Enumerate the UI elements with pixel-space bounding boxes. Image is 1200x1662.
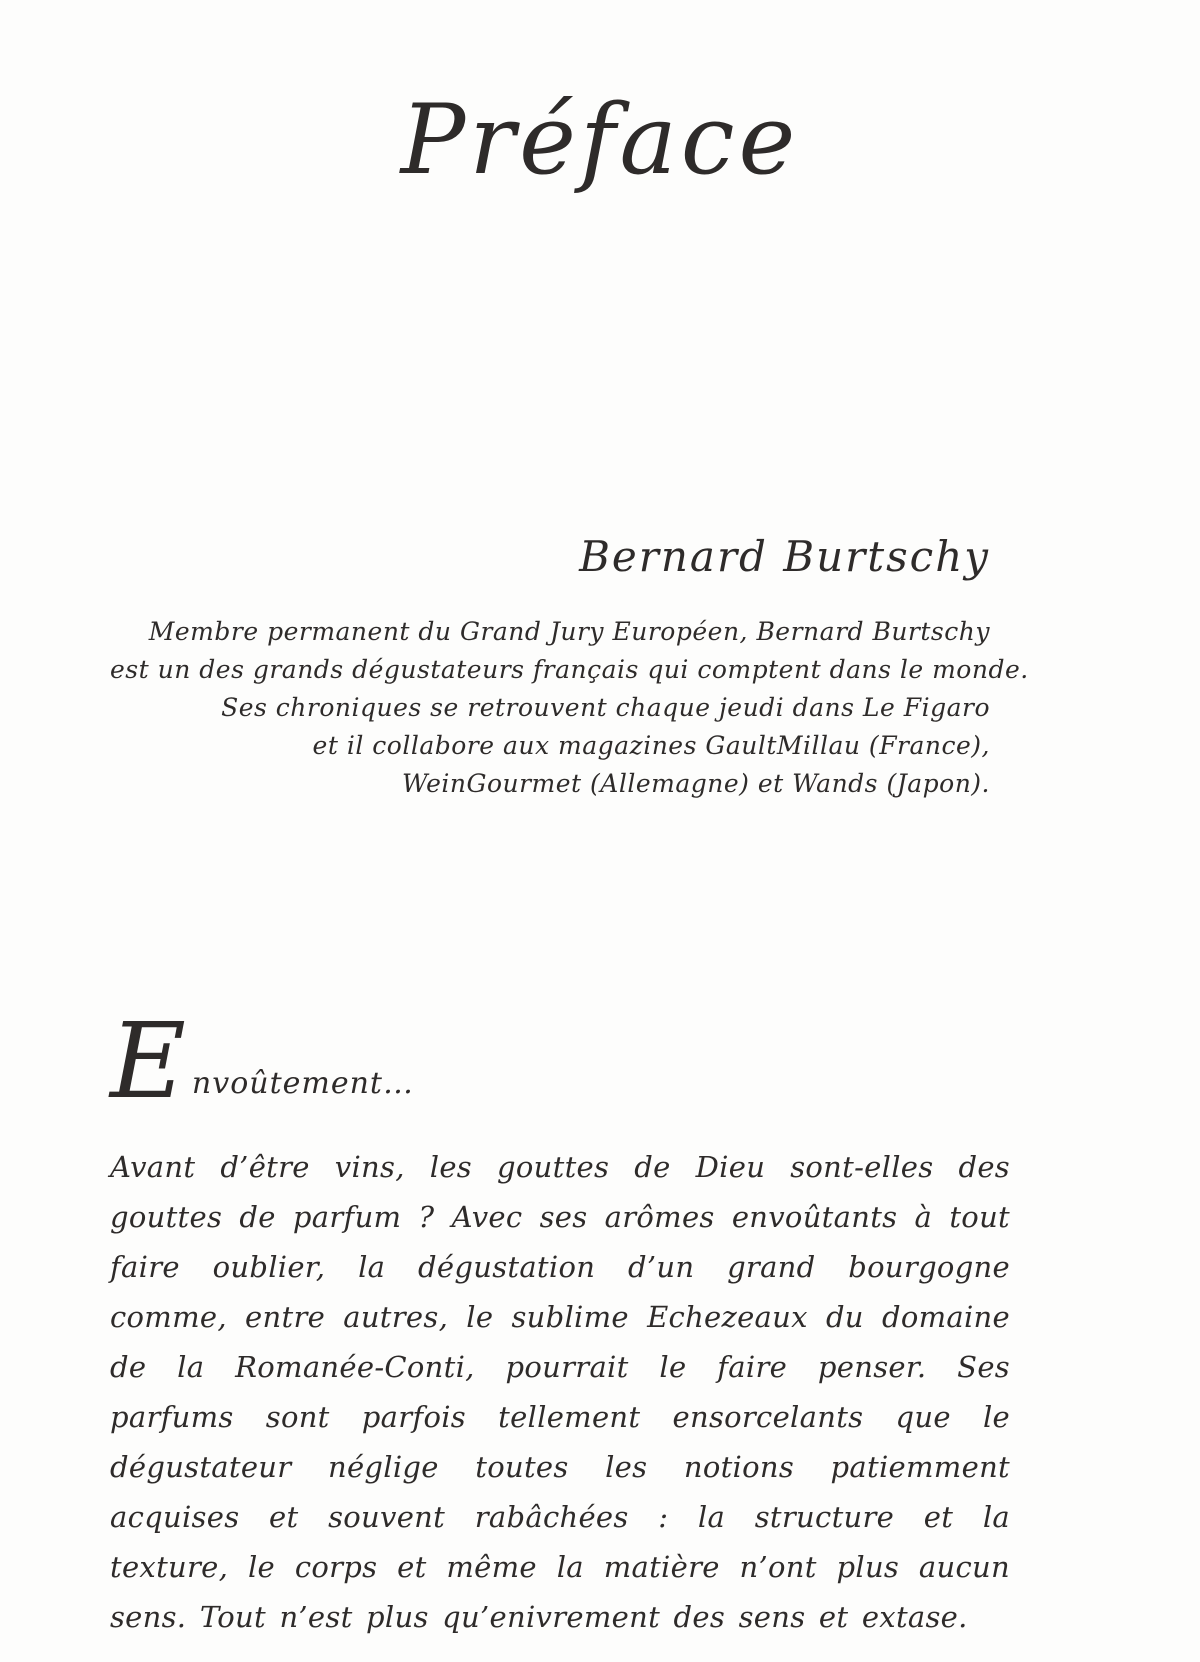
opening-word xyxy=(110,1000,414,1122)
bio-line: et il collabore aux magazines GaultMillau (France), xyxy=(312,730,990,760)
preface-paragraph: Avant d’être vins, les gouttes de Dieu sont-elles des gouttes de parfum ? Avec ses arômes envoûtants à tout faire oublier, la dégustation d’un grand bourgogne comme, entre autres, le sublime Echezeaux du domaine de la Romanée-Conti, pourrait le faire penser. Ses parfums sont parfois tellement ensorcelants que le dégustateur néglige toutes les notions patiemment acquises et souvent rabâchées : la structure et la texture, le corps et même la matière n’ont plus aucun sens. Tout n’est plus qu’enivrement des sens et extase. xyxy=(110,1150,1010,1634)
page-title: Préface xyxy=(400,84,800,196)
bio-line: Membre permanent du Grand Jury Européen, Bernard Burtschy xyxy=(148,616,990,646)
author-bio xyxy=(110,613,1029,803)
author-block xyxy=(110,530,1029,803)
bio-line: WeinGourmet (Allemagne) et Wands (Japon). xyxy=(401,768,990,798)
author-name: Bernard Burtschy xyxy=(579,532,990,581)
opening-word-rest: nvoûtement… xyxy=(191,1065,414,1101)
bio-line: est un des grands dégustateurs français qui comptent dans le monde. xyxy=(110,654,1029,684)
drop-cap-letter: E xyxy=(110,1000,186,1122)
bio-line: Ses chroniques se retrouvent chaque jeudi dans Le Figaro xyxy=(221,692,990,722)
